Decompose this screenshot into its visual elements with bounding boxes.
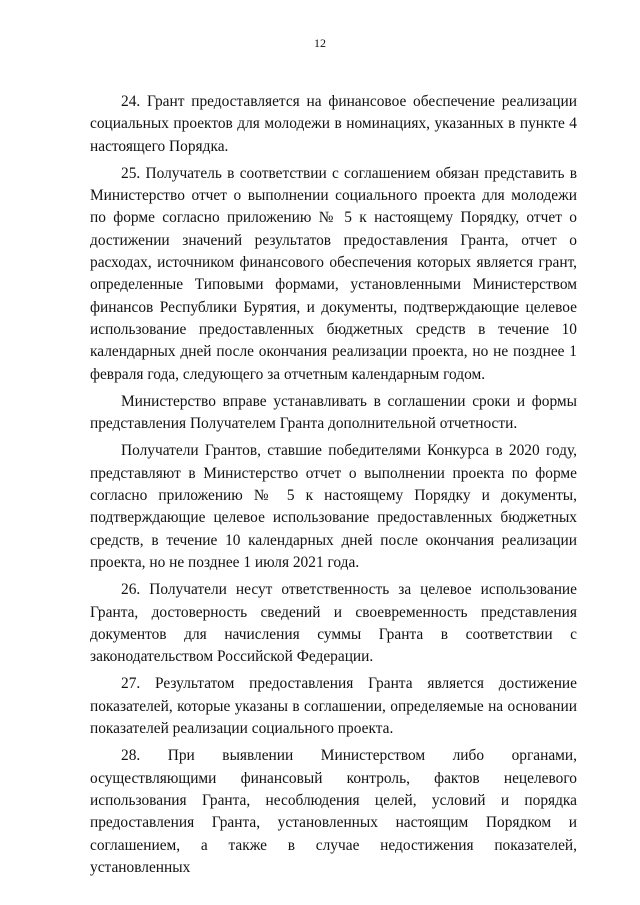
- paragraph-26: 26. Получатели несут ответственность за целевое использование Гранта, достоверность сведений и своевременность представления документов для начисления суммы Гранта в соответствии с законодательством Российской Федерации.: [90, 581, 577, 666]
- page-number: 12: [314, 36, 326, 50]
- paragraph-28: 28. При выявлении Министерством либо органами, осуществляющими финансовый контроль, фактов нецелевого использования Гранта, несоблюдения целей, условий и порядка предоставления Гранта, установленных настоящим Порядком и соглашением, а также в случае недостижения показателей, установленных: [90, 747, 577, 876]
- paragraph-24: 24. Грант предоставляется на финансовое обеспечение реализации социальных проектов для молодежи в номинациях, указанных в пункте 4 настоящего Порядка.: [90, 93, 577, 155]
- document-body: [90, 91, 577, 884]
- paragraph-ministry-reporting: Министерство вправе устанавливать в соглашении сроки и формы представления Получателем Гранта дополнительной отчетности.: [90, 392, 577, 433]
- paragraph-27: 27. Результатом предоставления Гранта является достижение показателей, которые указаны в соглашении, определяемые на основании показателей реализации социального проекта.: [90, 675, 577, 738]
- paragraph-25: 25. Получатель в соответствии с соглашением обязан представить в Министерство отчет о выполнении социального проекта для молодежи по форме согласно приложению № 5 к настоящему Порядку, отчет о достижении значений результатов предоставления Гранта, отчет о расходах, источником финансового обеспечения которых является грант, определенные Типовыми формами, установленными Министерством финансов Республики Бурятия, и документы, подтверждающие целевое использование предоставленных бюджетных средств в течение 10 календарных дней после окончания реализации проекта, но не позднее 1 февраля года, следующего за отчетным календарным годом.: [90, 164, 577, 383]
- paragraph-2020-recipients: Получатели Грантов, ставшие победителями Конкурса в 2020 году, представляют в Министерство отчет о выполнении проекта по форме согласно приложению № 5 к настоящему Порядку и документы, подтверждающие целевое использование предоставленных бюджетных средств, в течение 10 календарных дней после окончания реализации проекта, но не позднее 1 июля 2021 года.: [90, 442, 577, 571]
